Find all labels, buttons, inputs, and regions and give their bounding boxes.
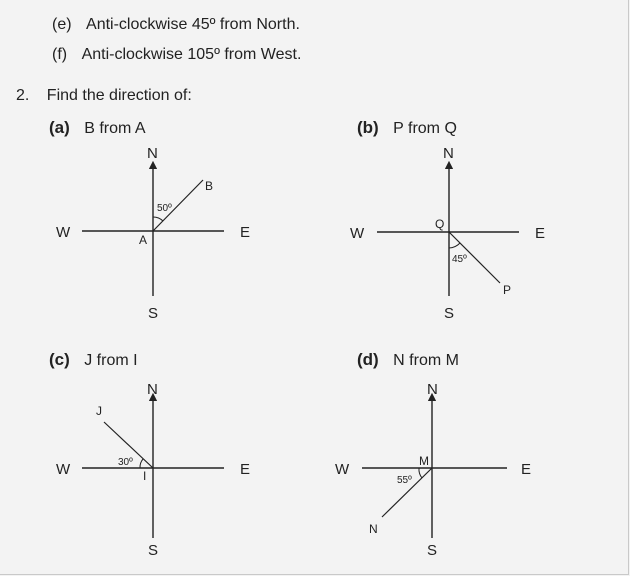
caption-d-text: N from M bbox=[393, 352, 459, 369]
caption-b-text: P from Q bbox=[393, 120, 457, 137]
question-number: 2. bbox=[16, 87, 30, 104]
diagram-c-angle-arc bbox=[140, 459, 143, 468]
diagram-c-origin: I bbox=[143, 469, 147, 483]
item-f-text: Anti-clockwise 105º from West. bbox=[81, 46, 302, 63]
diagram-c bbox=[56, 381, 250, 559]
diagram-c-north: N bbox=[147, 381, 158, 398]
diagram-d-south: S bbox=[427, 542, 438, 559]
caption-a-text: B from A bbox=[84, 120, 146, 137]
diagram-a-west: W bbox=[56, 224, 71, 241]
diagram-b-north: N bbox=[443, 145, 454, 162]
diagram-b-origin: Q bbox=[435, 217, 445, 231]
diagram-d-west: W bbox=[335, 461, 350, 478]
caption-d-tag: (d) bbox=[357, 350, 379, 369]
diagram-a-origin: A bbox=[139, 233, 148, 247]
item-e-tag: (e) bbox=[52, 16, 72, 33]
question-text: Find the direction of: bbox=[46, 87, 192, 104]
diagram-a-south: S bbox=[148, 305, 159, 322]
caption-c-tag: (c) bbox=[49, 350, 70, 369]
diagram-c-angle: 30º bbox=[118, 457, 133, 468]
diagram-b-south: S bbox=[444, 305, 455, 322]
diagram-a-angle-arc bbox=[153, 217, 163, 221]
diagram-c-point: J bbox=[96, 404, 102, 418]
caption-c-text: J from I bbox=[84, 352, 138, 369]
diagram-c-east: E bbox=[240, 461, 251, 478]
item-e-text: Anti-clockwise 45º from North. bbox=[86, 16, 300, 33]
item-f-tag: (f) bbox=[52, 46, 68, 63]
diagram-a-point: B bbox=[205, 179, 214, 193]
diagram-a bbox=[56, 145, 250, 322]
diagram-b-angle: 45º bbox=[452, 254, 467, 265]
diagram-d-point: N bbox=[369, 522, 378, 536]
diagram-a-angle: 50º bbox=[157, 203, 172, 214]
diagram-a-east: E bbox=[240, 224, 251, 241]
diagram-b-east: E bbox=[535, 225, 546, 242]
diagram-c-west: W bbox=[56, 461, 71, 478]
diagram-b-point: P bbox=[503, 283, 512, 297]
diagram-d-angle: 55º bbox=[397, 475, 412, 486]
caption-a-tag: (a) bbox=[49, 118, 70, 137]
diagram-a-north: N bbox=[147, 145, 158, 162]
caption-b-tag: (b) bbox=[357, 118, 379, 137]
diagram-d bbox=[335, 381, 531, 559]
diagram-b bbox=[350, 145, 545, 322]
diagram-d-origin: M bbox=[419, 454, 429, 468]
diagram-d-east: E bbox=[521, 461, 532, 478]
diagram-b-angle-arc bbox=[449, 243, 460, 248]
diagram-c-south: S bbox=[148, 542, 159, 559]
diagram-b-west: W bbox=[350, 225, 365, 242]
diagram-d-angle-arc bbox=[419, 468, 422, 478]
diagram-d-north: N bbox=[427, 381, 438, 398]
